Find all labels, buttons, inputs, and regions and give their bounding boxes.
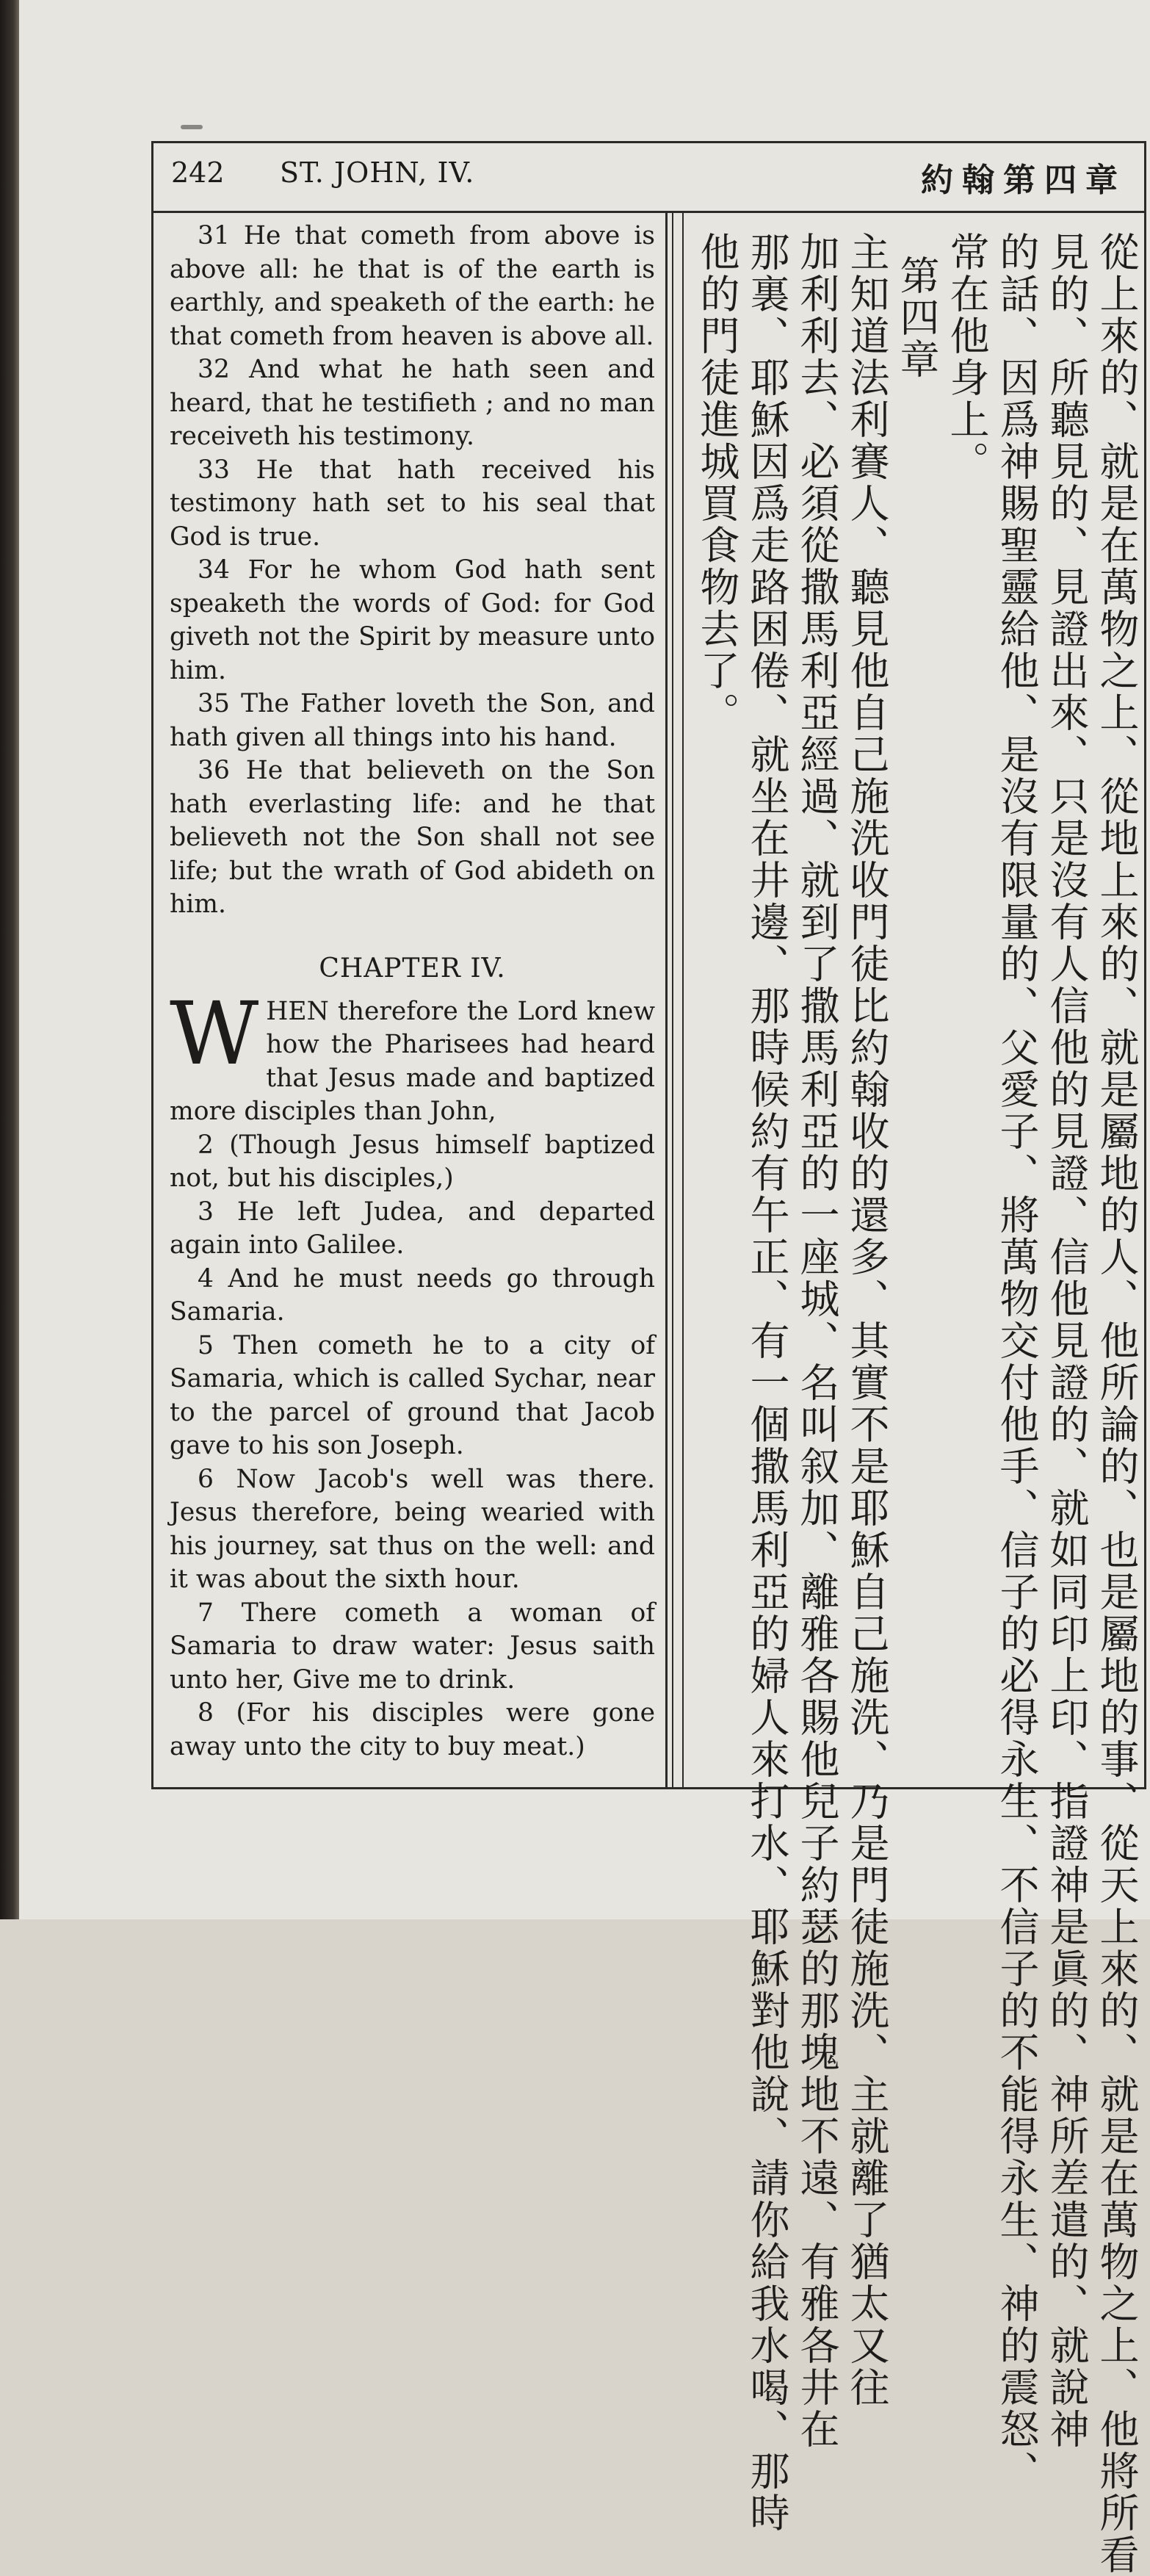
verse: 35 The Father loveth the Son, and hath given all things into his hand.	[170, 689, 655, 752]
page-header	[153, 143, 1144, 213]
verse: 6 Now Jacob's well was there. Jesus therefore, being wearied with his journey, sat thus on the well: and it was about the sixth hour.	[170, 1464, 655, 1594]
english-column	[153, 211, 668, 1789]
verse: 34 For he whom God hath sent speaketh the words of God: for God giveth not the Spirit by measure unto him.	[170, 555, 655, 685]
chapter-heading: CHAPTER IV.	[319, 953, 506, 984]
verse: 8 (For his disciples were gone away unto the city to buy meat.)	[170, 1698, 655, 1761]
verse: 2 (Though Jesus himself baptized not, but his disciples,)	[170, 1130, 655, 1193]
chinese-running-title: 約翰第四章	[921, 162, 1127, 199]
verse: 36 He that believeth on the Son hath everlasting life: and he that believeth not the Son shall not see life; but the wrath of God abideth on him.	[170, 756, 655, 919]
chinese-text-column: 的話、因爲神賜聖靈給他、是沒有限量的、父愛子、將萬物交付他手、信子的必得永生、不信子的不能得永生、神的震怒、	[994, 231, 1040, 2492]
column-rule	[672, 211, 673, 1789]
verse: 31 He that cometh from above is above all: he that is of the earth is earthly, and speaketh of the earth: he that cometh from heaven is above all.	[170, 221, 655, 351]
book-spine	[0, 0, 19, 1919]
chinese-text-column: 加利利去、必須從撒馬利亞經過、就到了撒馬利亞的一座城、名叫叙加、離雅各賜他兒子約瑟的那塊地不遠、有雅各井在	[794, 231, 840, 2450]
chinese-text-column: 從上來的、就是在萬物之上、從地上來的、就是屬地的人、他所論的、也是屬地的事、從天上來的、就是在萬物之上、他將所看	[1093, 231, 1140, 2576]
drop-cap: W	[170, 982, 259, 1084]
verse: 5 Then cometh he to a city of Samaria, which is called Sychar, near to the parcel of ground that Jacob gave to his son Joseph.	[170, 1330, 655, 1460]
column-rule	[682, 211, 684, 1789]
verse: 3 He left Judea, and departed again into Galilee.	[170, 1197, 655, 1260]
first-verse-text: HEN therefore the Lord knew how the Pharisees had heard that Jesus made and baptized more disciples than John,	[170, 996, 655, 1126]
chinese-text-column: 他的門徒進城買食物去了。	[694, 231, 740, 734]
running-title: ST. JOHN, IV.	[280, 156, 475, 189]
chinese-text-area	[672, 211, 1140, 2576]
chinese-text-column: 見的、所聽見的、見證出來、只是沒有人信他的見證、信他見證的、就如同印上印、指證神是眞的、神所差遣的、就說神	[1044, 231, 1090, 2450]
ink-spot	[181, 125, 203, 129]
chinese-chapter-heading: 第四章	[894, 255, 940, 380]
verse: 32 And what he hath seen and heard, that he testifieth ; and no man receiveth his testimony.	[170, 355, 655, 451]
page-frame	[151, 141, 1146, 2576]
verse: 7 There cometh a woman of Samaria to draw water: Jesus saith unto her, Give me to drink.	[170, 1598, 655, 1695]
chinese-text-column: 常在他身上。	[944, 231, 990, 483]
first-verse	[170, 982, 655, 1129]
chinese-text-column: 那裏、耶穌因爲走路困倦、就坐在井邊、那時候約有午正、有一個撒馬利亞的婦人來打水、耶穌對他說、請你給我水喝、那時	[744, 231, 790, 2534]
verse: 4 And he must needs go through Samaria.	[170, 1263, 655, 1327]
verse: 33 He that hath received his testimony hath set to his seal that God is true.	[170, 455, 655, 552]
book-page	[19, 0, 1150, 2576]
chinese-column	[668, 211, 1144, 2576]
chinese-text-column: 主知道法利賽人、聽見他自己施洗收門徒比約翰收的還多、其實不是耶穌自己施洗、乃是門徒施洗、主就離了猶太又往	[844, 231, 890, 2409]
page-number: 242	[171, 156, 225, 189]
